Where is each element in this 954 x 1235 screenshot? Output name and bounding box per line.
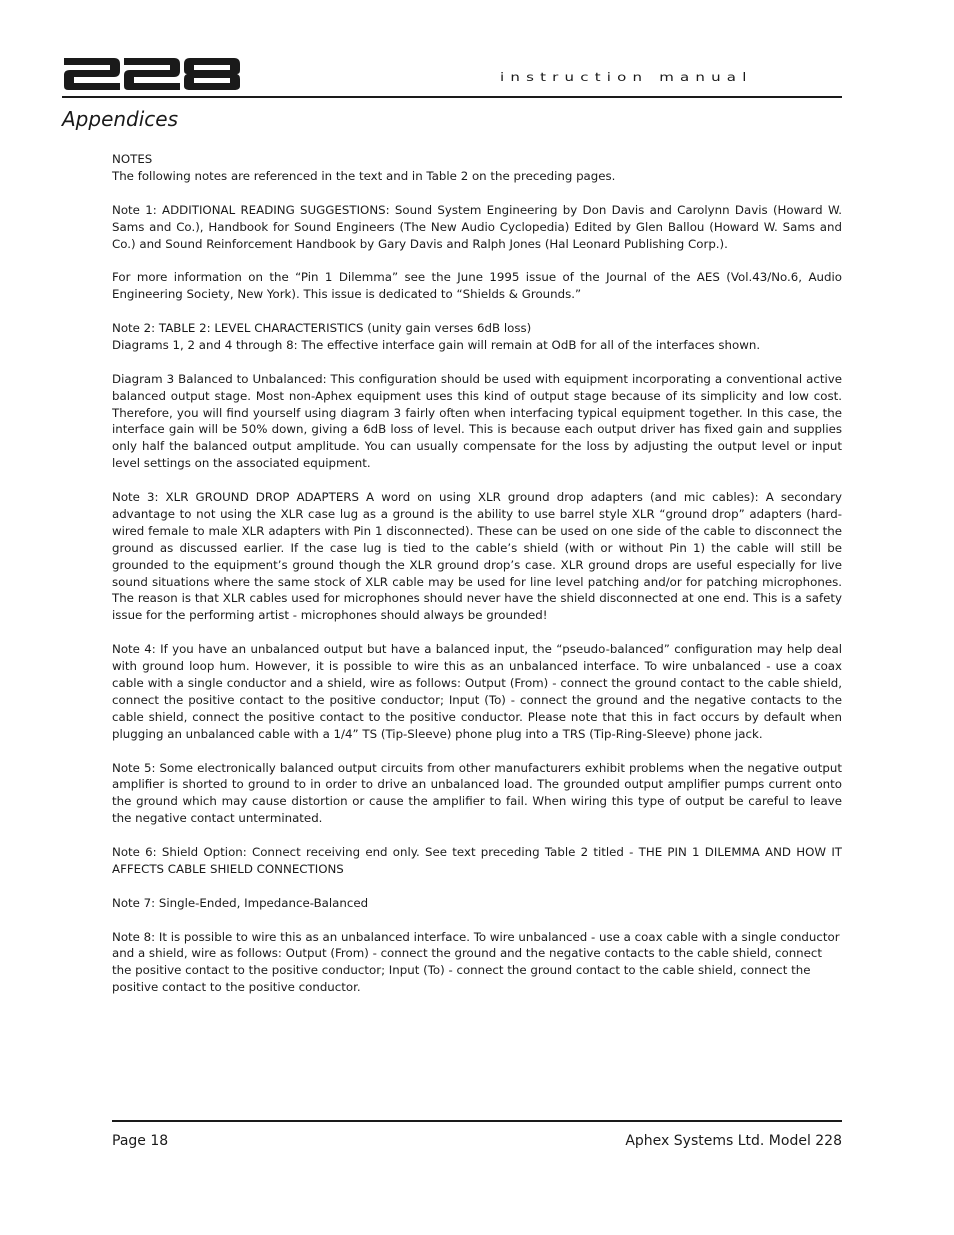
header-title: instruction manual: [500, 70, 753, 85]
note-5-text: Some electronically balanced output circuits from other manufacturers exhibit problems when the negative output amplifier is shorted to ground to in order to drive an unbalanced load. The grounded output amplifier pumps current onto the ground which may cause distortion or cause the amplifier to fail. When wiring this type of output be careful to leave the negative contact unterminated.: [112, 760, 842, 826]
note-1-extra: For more information on the “Pin 1 Dilemma” see the June 1995 issue of the Journal of the AES (Vol.43/No.6, Audio Engineering Society, New York). This issue is dedicated to “Shields & Grounds.”: [112, 270, 842, 302]
note-8-label: Note 8:: [112, 929, 156, 944]
note-2-line2: Diagrams 1, 2 and 4 through 8: The effective interface gain will remain at OdB for all of the interfaces shown.: [112, 337, 761, 352]
note-7-text: Single-Ended, Impedance-Balanced: [155, 895, 369, 910]
note-2-extra: Diagram 3 Balanced to Unbalanced: This configuration should be used with equipment incorporating a conventional active balanced output stage. Most non-Aphex equipment uses this kind of output stage because of its simplicity and low cost. Therefore, you will find yourself using diagram 3 fairly often when interfacing typical equipment together. In this case, the interface gain will be 50% down, giving a 6dB loss of level. This is because each output driver has fixed gain and supplies only half the balanced output amplitude. You can usually compensate for the loss by adjusting the output level or input level settings on the associated equipment.: [112, 371, 842, 471]
notes-intro: The following notes are referenced in the text and in Table 2 on the preceding pages.: [112, 168, 616, 183]
note-6-text: Shield Option: Connect receiving end only. See text preceding Table 2 titled - THE PIN 1 DILEMMA AND HOW IT AFFECTS CABLE SHIELD CONNECTIONS: [112, 845, 842, 876]
note-1-label: Note 1:: [112, 202, 157, 217]
header-divider: [62, 96, 842, 98]
note-2-label: Note 2:: [112, 321, 156, 336]
note-5-label: Note 5:: [112, 760, 156, 775]
logo-228-graphic: [62, 56, 242, 92]
page-number: Page 18: [112, 1133, 169, 1149]
note-3: [112, 489, 842, 624]
note-1-text: ADDITIONAL READING SUGGESTIONS: Sound System Engineering by Don Davis and Carolynn Davis (Howard W. Sams and Co.), Handbook for Sound Engineers (The New Audio Cyclopedia) Edited by Glen Ballou (Howard W. Sams and Co.) and Sound Reinforcement Handbook by Gary Davis and Ralph Jones (Hal Leonard Publishing Corp.).: [112, 202, 842, 251]
note-4: [112, 641, 842, 742]
note-2-text: TABLE 2: LEVEL CHARACTERISTICS (unity gain verses 6dB loss): [155, 321, 532, 336]
note-2: [112, 320, 842, 337]
note-4-text: If you have an unbalanced output but have a balanced input, the “pseudo-balanced” configuration may help deal with ground loop hum. However, it is possible to wire this as an unbalanced interface. To wire unbalanced - use a coax cable with a single conductor and a shield, wire as follows: Output (From) - connect the ground contact to the cable shield, connect the positive contact to the positive conductor; Input (To) - connect the ground and the negative contacts to the cable shield, connect the positive contact to the positive conductor. Please note that this in fact occurs by default when plugging an unbalanced cable with a 1/4” TS (Tip-Sleeve) phone plug into a TRS (Tip-Ring-Sleeve) phone jack.: [112, 642, 843, 741]
section-title: Appendices: [62, 107, 179, 131]
note-7-label: Note 7:: [112, 895, 156, 910]
notes-heading: NOTES: [112, 152, 153, 166]
note-4-label: Note 4:: [112, 642, 156, 657]
note-3-text: XLR GROUND DROP ADAPTERS A word on using XLR ground drop adapters (and mic cables): A secondary advantage to not using the XLR case lug as a ground is the ability to use barrel style XLR “ground drop” adapters (hard-wired female to male XLR adapters with Pin 1 disconnected). These can be used on one side of the cable to disconnect the ground as discussed earlier. If the case lug is tied to the cable’s shield (with or without Pin 1) the cable will still be grounded to the equipment’s ground though the XLR ground drop’s case. XLR ground drops are useful especially for live sound situations where the same stock of XLR cable may be used for line level patching and/or for patching microphones. The reason is that XLR cables used for microphones should never have the shield disconnected at one end. This is a safety issue for the performing artist - microphones should always be grounded!: [112, 490, 842, 623]
note-8-text: It is possible to wire this as an unbalanced interface. To wire unbalanced - use a coax cable with a single conductor and a shield, wire as follows: Output (From) - connect the ground and the negative contacts to the cable shield, connect the positive contact to the positive conductor; Input (To) - connect the ground contact to the cable shield, connect the positive contact to the positive conductor.: [112, 929, 840, 995]
note-8: [112, 929, 842, 997]
logo-228: [62, 56, 242, 92]
note-1: [112, 202, 842, 253]
note-7: [112, 895, 842, 912]
footer-company: Aphex Systems Ltd. Model 228: [625, 1133, 842, 1149]
notes-content: [112, 151, 842, 1013]
note-5: [112, 760, 842, 828]
note-6: [112, 844, 842, 878]
note-3-label: Note 3:: [112, 490, 159, 505]
note-6-label: Note 6:: [112, 845, 157, 860]
footer-divider: [112, 1120, 842, 1122]
